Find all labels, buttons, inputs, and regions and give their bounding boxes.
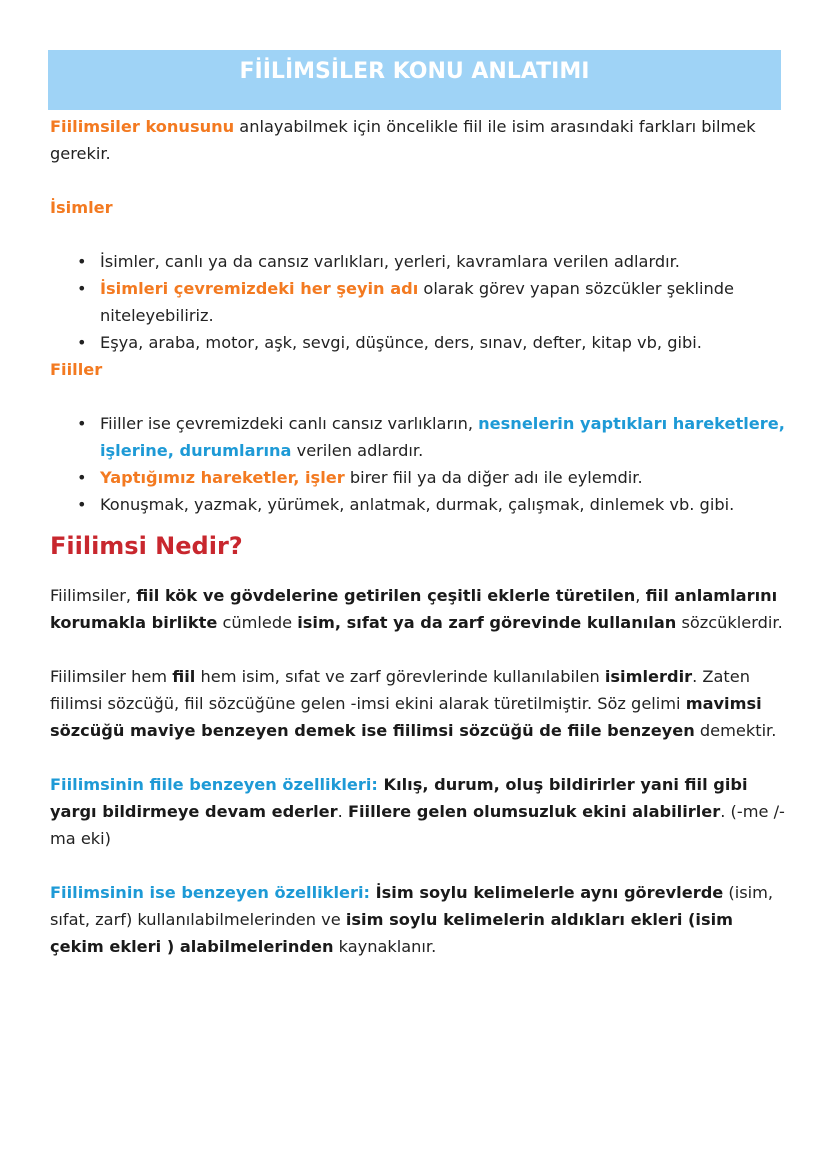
noun-features-label: Fiilimsinin ise benzeyen özellikleri: <box>50 883 370 902</box>
list-item <box>50 275 790 329</box>
bold-run: Kılış, durum, oluş bildirirler yani fiil gibi yargı bildirmeye devam ederler <box>50 775 748 821</box>
fiiller-item-1-text-a: Fiiller ise çevremizdeki canlı cansız varlıkların, <box>100 414 479 433</box>
section-heading-fiilimsi-nedir: Fiilimsi Nedir? <box>50 532 243 560</box>
text-run: . <box>337 802 348 821</box>
isimler-item-2-highlight: İsimleri çevremizdeki her şeyin adı <box>100 279 419 298</box>
fiiller-list <box>50 410 790 518</box>
bold-run: fiil anlamlarını korumakla birlikte <box>50 586 778 632</box>
isimler-item-3: Eşya, araba, motor, aşk, sevgi, düşünce, ders, sınav, defter, kitap vb, gibi. <box>100 333 702 352</box>
fiiller-item-2-text: birer fiil ya da diğer adı ile eylemdir. <box>344 468 643 487</box>
verb-features-paragraph <box>50 771 790 852</box>
text-run: hem isim, sıfat ve zarf görevlerinde kullanılabilen <box>195 667 605 686</box>
text-run: demektir. <box>694 721 777 740</box>
bold-run: isim soylu kelimelerin aldıkları ekleri (isim çekim ekleri ) alabilmelerinden <box>50 910 734 956</box>
text-run: . Zaten fiilimsi sözcüğü, fiil sözcüğüne gelen -imsi ekini alarak türetilmiştir. Söz gelimi <box>50 667 750 713</box>
fiiller-item-1-highlight: nesnelerin yaptıkları hareketlere, işlerine, durumlarına <box>100 414 785 460</box>
bold-run: mavimsi sözcüğü maviye benzeyen demek ise fiilimsi sözcüğü de fiile benzeyen <box>50 694 762 740</box>
bold-run: Fiillere gelen olumsuzluk ekini alabilirler <box>347 802 721 821</box>
text-run: sözcüklerdir. <box>676 613 783 632</box>
verb-features-label: Fiilimsinin fiile benzeyen özellikleri: <box>50 775 378 794</box>
list-item <box>50 491 790 518</box>
isimler-item-2-text: olarak görev yapan sözcükler şeklinde niteleyebiliriz. <box>100 279 734 325</box>
intro-text: anlayabilmek için öncelikle fiil ile isim arasındaki farkları bilmek gerekir. <box>50 117 756 163</box>
isimler-item-1: İsimler, canlı ya da cansız varlıkları, yerleri, kavramlara verilen adlardır. <box>100 252 680 271</box>
noun-features-paragraph <box>50 879 790 960</box>
list-item <box>50 329 790 356</box>
bold-run: isim, sıfat ya da zarf görevinde kullanılan <box>297 613 677 632</box>
text-run: Fiilimsiler hem <box>50 667 173 686</box>
page-title-banner <box>48 50 781 110</box>
list-item <box>50 248 790 275</box>
definition-paragraph <box>50 582 790 636</box>
bold-run: İsim soylu kelimelerle aynı görevlerde <box>369 883 724 902</box>
intro-paragraph <box>50 113 790 167</box>
page-title: FİİLİMSİLER KONU ANLATIMI <box>239 59 590 84</box>
bold-run: isimlerdir <box>604 667 693 686</box>
isimler-list <box>50 248 790 356</box>
text-run: kaynaklanır. <box>333 937 437 956</box>
text-run: (isim, sıfat, zarf) kullanılabilmelerinden ve <box>50 883 774 929</box>
text-run: , <box>635 586 646 605</box>
fiiller-heading: Fiiller <box>50 360 103 379</box>
list-item <box>50 464 790 491</box>
fiiller-item-1-text-b: verilen adlardır. <box>291 441 424 460</box>
isimler-heading: İsimler <box>50 198 113 217</box>
text-run: . (-me /-ma eki) <box>50 802 785 848</box>
bold-run: fiil <box>172 667 196 686</box>
text-run: cümlede <box>217 613 298 632</box>
bold-run: fiil kök ve gövdelerine getirilen çeşitli eklerle türetilen <box>136 586 636 605</box>
fiiller-item-3: Konuşmak, yazmak, yürümek, anlatmak, durmak, çalışmak, dinlemek vb. gibi. <box>100 495 735 514</box>
document-body <box>50 113 790 960</box>
intro-highlight: Fiilimsiler konusunu <box>50 117 235 136</box>
list-item <box>50 410 790 464</box>
explanation-paragraph <box>50 663 790 744</box>
text-run: Fiilimsiler, <box>50 586 137 605</box>
fiiller-item-2-highlight: Yaptığımız hareketler, işler <box>100 468 345 487</box>
